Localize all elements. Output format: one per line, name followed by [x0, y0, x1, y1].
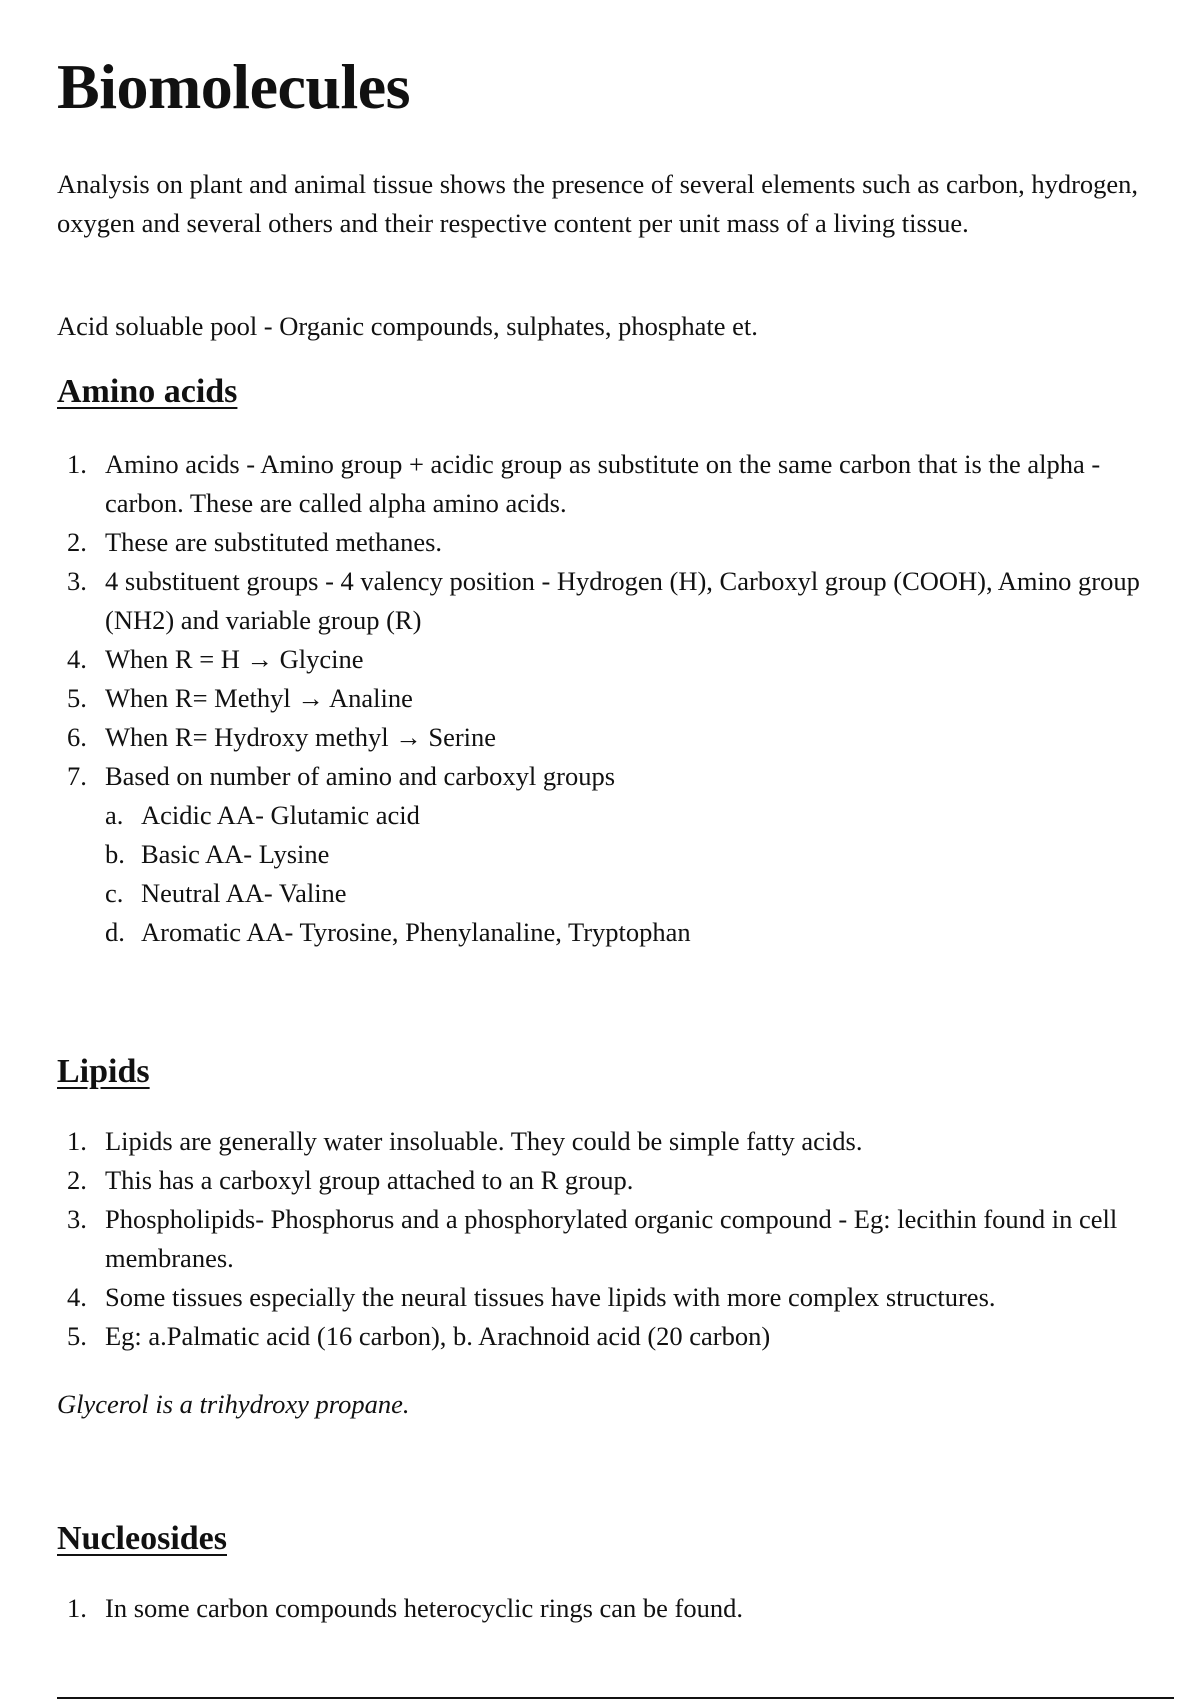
list-text: When R= Methyl → Analine [105, 683, 413, 713]
sublist-letter: c. [105, 878, 124, 908]
list-number: 2. [67, 527, 87, 557]
sublist-letter: d. [105, 917, 125, 947]
list-text: Eg: a.Palmatic acid (16 carbon), b. Arachnoid acid (20 carbon) [105, 1321, 771, 1351]
list-item [57, 445, 1147, 523]
sublist-text: Aromatic AA- Tyrosine, Phenylanaline, Tryptophan [141, 917, 691, 947]
list-number: 3. [67, 566, 87, 596]
list-text: Phospholipids- Phosphorus and a phosphorylated organic compound - Eg: lecithin found in cell membranes. [105, 1204, 1118, 1273]
list-number: 5. [67, 683, 87, 713]
list-number: 1. [67, 449, 87, 479]
sublist-text: Acidic AA- Glutamic acid [141, 800, 420, 830]
list-item [57, 1317, 1147, 1356]
nucleosides-list [57, 1589, 1147, 1628]
sublist-letter: b. [105, 839, 125, 869]
list-text: In some carbon compounds heterocyclic rings can be found. [105, 1593, 744, 1623]
list-number: 3. [67, 1204, 87, 1234]
glycerol-note: Glycerol is a trihydroxy propane. [57, 1389, 410, 1419]
list-text: 4 substituent groups - 4 valency position - Hydrogen (H), Carboxyl group (COOH), Amino group (NH2) and variable group (R) [105, 566, 1140, 635]
amino-acids-list [57, 445, 1147, 952]
list-item [57, 1122, 1147, 1161]
list-number: 4. [67, 1282, 87, 1312]
sublist-item [105, 796, 1147, 835]
sublist-text: Neutral AA- Valine [141, 878, 347, 908]
amino-acids-heading: Amino acids [57, 373, 238, 410]
list-text: Amino acids - Amino group + acidic group as substitute on the same carbon that is the alpha - carbon. These are called alpha amino acids. [105, 449, 1101, 518]
list-number: 4. [67, 644, 87, 674]
list-number: 6. [67, 722, 87, 752]
sublist-item [105, 835, 1147, 874]
list-item [57, 718, 1147, 757]
list-text: Some tissues especially the neural tissues have lipids with more complex structures. [105, 1282, 996, 1312]
list-text: When R = H → Glycine [105, 644, 364, 674]
list-number: 7. [67, 761, 87, 791]
list-number: 1. [67, 1126, 87, 1156]
list-text: These are substituted methanes. [105, 527, 443, 557]
list-item [57, 523, 1147, 562]
list-number: 2. [67, 1165, 87, 1195]
nucleosides-heading: Nucleosides [57, 1520, 227, 1557]
list-text: Based on number of amino and carboxyl groups [105, 761, 616, 791]
list-item [57, 1278, 1147, 1317]
list-text: Lipids are generally water insoluable. They could be simple fatty acids. [105, 1126, 863, 1156]
sublist-text: Basic AA- Lysine [141, 839, 330, 869]
list-text: When R= Hydroxy methyl → Serine [105, 722, 497, 752]
list-item [57, 757, 1147, 952]
sublist-item [105, 874, 1147, 913]
list-text: This has a carboxyl group attached to an R group. [105, 1165, 634, 1195]
list-number: 5. [67, 1321, 87, 1351]
lipids-heading: Lipids [57, 1053, 150, 1090]
list-item [57, 640, 1147, 679]
amino-acids-sublist [105, 796, 1147, 952]
sublist-letter: a. [105, 800, 124, 830]
acid-pool-paragraph: Acid soluable pool - Organic compounds, sulphates, phosphate et. [57, 311, 758, 341]
page-title: Biomolecules [57, 51, 411, 122]
list-number: 1. [67, 1593, 87, 1623]
list-item [57, 1161, 1147, 1200]
list-item [57, 679, 1147, 718]
intro-paragraph: Analysis on plant and animal tissue shows the presence of several elements such as carbon, hydrogen, oxygen and several others and their respective content per unit mass of a living tissue. [57, 169, 1139, 238]
lipids-list [57, 1122, 1147, 1356]
list-item [57, 562, 1147, 640]
list-item [57, 1589, 1147, 1628]
bottom-rule [57, 1697, 1174, 1699]
sublist-item [105, 913, 1147, 952]
list-item [57, 1200, 1147, 1278]
